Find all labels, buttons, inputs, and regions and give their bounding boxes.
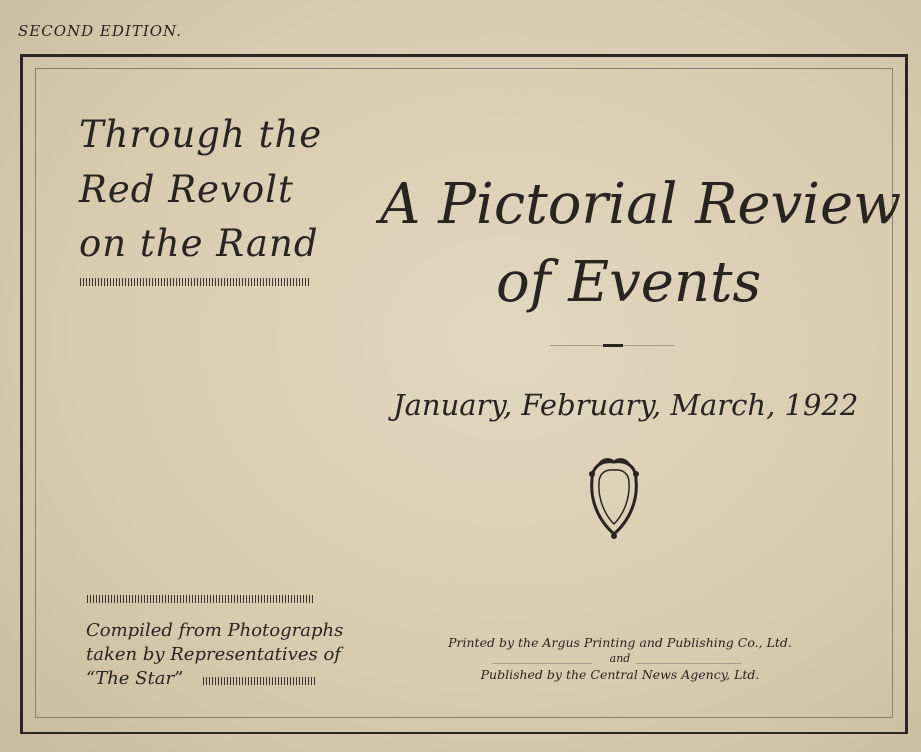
shield-ornament-icon xyxy=(584,456,644,540)
and-rule-right xyxy=(636,663,741,664)
edition-label: SECOND EDITION. xyxy=(18,22,182,40)
and-text: and xyxy=(609,652,631,665)
publisher-line: Published by the Central News Agency, Ltd. xyxy=(480,667,760,682)
compiled-line-3: “The Star” xyxy=(86,668,184,689)
compiled-line-2: taken by Representatives of xyxy=(86,644,341,665)
hatched-rule-bottom xyxy=(87,595,315,603)
side-title-line-2: Red Revolt xyxy=(79,168,294,211)
main-title-line-2: of Events xyxy=(496,250,762,315)
main-title-line-1: A Pictorial Review xyxy=(380,172,902,237)
divider-dash xyxy=(603,344,623,347)
hatched-rule-top xyxy=(80,278,309,286)
side-title-line-3: on the Rand xyxy=(79,222,319,265)
compiled-line-1: Compiled from Photographs xyxy=(86,620,344,641)
printer-line: Printed by the Argus Printing and Publishing Co., Ltd. xyxy=(448,635,792,650)
dates: January, February, March, 1922 xyxy=(393,388,859,422)
hatched-rule-star xyxy=(203,677,316,685)
side-title-line-1: Through the xyxy=(79,113,323,156)
